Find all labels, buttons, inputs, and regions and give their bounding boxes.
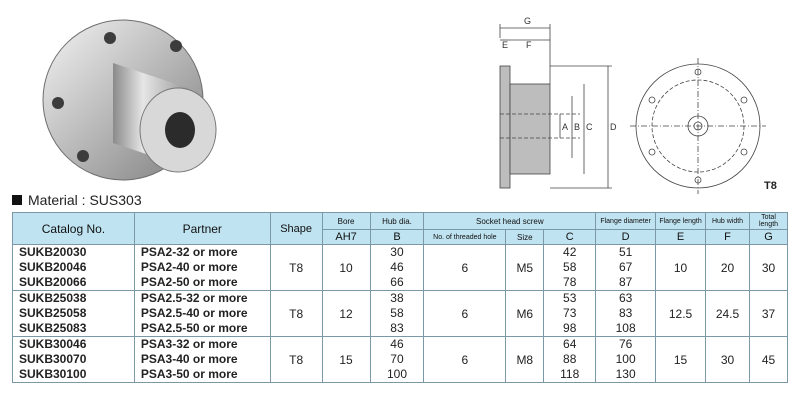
material-label: [12, 192, 142, 208]
hub-dia-cell: 46 70 100: [370, 337, 424, 383]
technical-drawing: [480, 4, 790, 200]
header-flange-len-sub: E: [656, 230, 706, 245]
flange-dia-cell: 76 100 130: [596, 337, 656, 383]
header-partner: Partner: [134, 213, 270, 245]
header-bore-sub: AH7: [322, 230, 370, 245]
dim-d-label: D: [610, 122, 617, 132]
header-shape: Shape: [270, 213, 322, 245]
total-len-cell: 45: [749, 337, 787, 383]
partner-cell: PSA2.5-32 or more PSA2.5-40 or more PSA2.5-50 or more: [134, 291, 270, 337]
material-text: Material : SUS303: [28, 192, 142, 208]
header-screw-c: C: [544, 230, 596, 245]
hub-dia-cell: 38 58 83: [370, 291, 424, 337]
partner-cell: PSA2-32 or more PSA2-40 or more PSA2-50 or more: [134, 245, 270, 291]
header-total-length: Total length: [749, 213, 787, 230]
flange-len-cell: 12.5: [656, 291, 706, 337]
product-photo: [28, 8, 238, 186]
header-screw-size: Size: [506, 230, 544, 245]
flange-len-cell: 10: [656, 245, 706, 291]
header-socket-head-screw: Socket head screw: [424, 213, 596, 230]
screw-size-cell: M8: [506, 337, 544, 383]
hub-width-cell: 24.5: [706, 291, 750, 337]
shape-code-label: T8: [764, 180, 777, 192]
header-flange-length: Flange length: [656, 213, 706, 230]
header-total-len-sub: G: [749, 230, 787, 245]
flange-dia-cell: 51 67 87: [596, 245, 656, 291]
screw-size-cell: M6: [506, 291, 544, 337]
dim-c-label: C: [586, 122, 593, 132]
dim-a-label: A: [562, 122, 569, 132]
bullet-square-icon: [12, 195, 22, 205]
table-row: [13, 291, 788, 337]
catalog-cell: SUKB25038 SUKB25058 SUKB25083: [13, 291, 135, 337]
header-hub-width: Hub width: [706, 213, 750, 230]
header-row-1: [13, 213, 788, 230]
flange-dia-cell: 63 83 108: [596, 291, 656, 337]
dim-e-label: E: [502, 40, 509, 50]
catalog-cell: SUKB30046 SUKB30070 SUKB30100: [13, 337, 135, 383]
shape-cell: T8: [270, 337, 322, 383]
header-catalog-no: Catalog No.: [13, 213, 135, 245]
header-bore: Bore: [322, 213, 370, 230]
dim-g-label: G: [524, 16, 532, 26]
shape-cell: T8: [270, 245, 322, 291]
total-len-cell: 30: [749, 245, 787, 291]
header-hub-width-sub: F: [706, 230, 750, 245]
table-row: [13, 245, 788, 291]
bore-cell: 15: [322, 337, 370, 383]
header-flange-dia-sub: D: [596, 230, 656, 245]
total-len-cell: 37: [749, 291, 787, 337]
dim-b-label: B: [574, 122, 581, 132]
dim-f-label: F: [526, 40, 532, 50]
screw-c-cell: 42 58 78: [544, 245, 596, 291]
bore-cell: 12: [322, 291, 370, 337]
header-flange-diameter: Flange diameter: [596, 213, 656, 230]
screw-c-cell: 64 88 118: [544, 337, 596, 383]
spec-table: [12, 212, 788, 383]
threaded-hole-cell: 6: [424, 291, 506, 337]
threaded-hole-cell: 6: [424, 245, 506, 291]
hub-width-cell: 20: [706, 245, 750, 291]
table-row: [13, 337, 788, 383]
hub-width-cell: 30: [706, 337, 750, 383]
partner-cell: PSA3-32 or more PSA3-40 or more PSA3-50 or more: [134, 337, 270, 383]
threaded-hole-cell: 6: [424, 337, 506, 383]
screw-size-cell: M5: [506, 245, 544, 291]
bore-cell: 10: [322, 245, 370, 291]
catalog-cell: SUKB20030 SUKB20046 SUKB20066: [13, 245, 135, 291]
screw-c-cell: 53 73 98: [544, 291, 596, 337]
shape-cell: T8: [270, 291, 322, 337]
hub-dia-cell: 30 46 66: [370, 245, 424, 291]
header-hub-dia-sub: B: [370, 230, 424, 245]
flange-len-cell: 15: [656, 337, 706, 383]
header-hub-dia: Hub dia.: [370, 213, 424, 230]
header-threaded-hole-count: No. of threaded hole: [424, 230, 506, 245]
